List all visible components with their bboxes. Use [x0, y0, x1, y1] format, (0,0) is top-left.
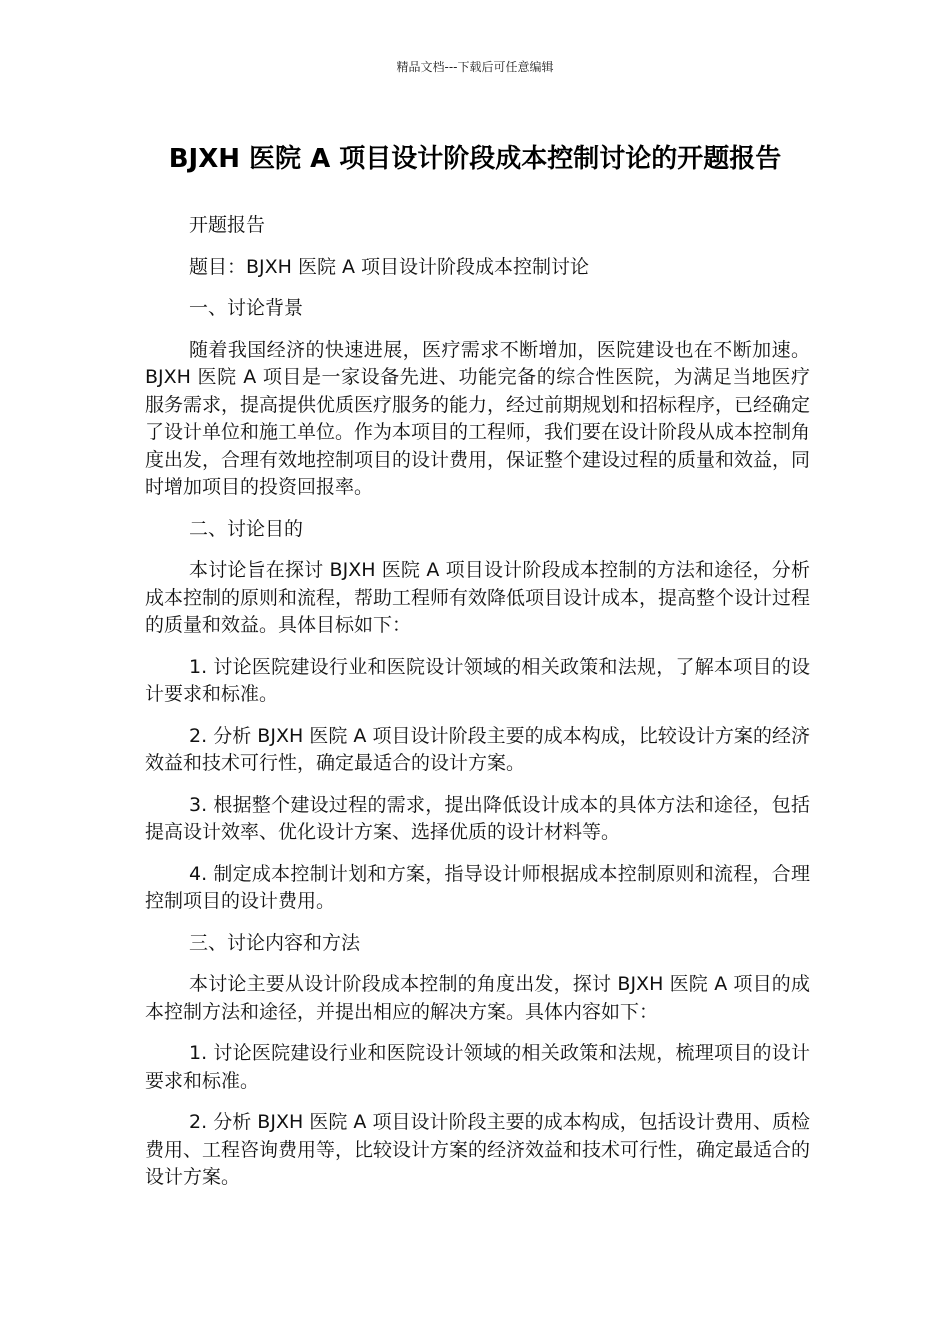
- page-header-note: 精品文档---下载后可任意编辑: [396, 60, 554, 74]
- paragraph-background: 随着我国经济的快速进展，医疗需求不断增加，医院建设也在不断加速。BJXH 医院 A 项目是一家设备先进、功能完备的综合性医院，为满足当地医疗服务需求，提高提供优质医疗服务的能力，经过前期规划和招标程序，已经确定了设计单位和施工单位。作为本项目的工程师，我们要在设计阶段从成本控制角度出发，合理有效地控制项目的设计费用，保证整个建设过程的质量和效益，同时增加项目的投资回报率。: [145, 338, 811, 498]
- purpose-item-2: 2. 分析 BJXH 医院 A 项目设计阶段主要的成本构成，比较设计方案的经济效益和技术可行性，确定最适合的设计方案。: [145, 724, 810, 774]
- purpose-item-1: 1. 讨论医院建设行业和医院设计领域的相关政策和法规，了解本项目的设计要求和标准。: [145, 655, 810, 705]
- content-item-1: 1. 讨论医院建设行业和医院设计领域的相关政策和法规，梳理项目的设计要求和标准。: [145, 1042, 810, 1092]
- document-title: BJXH 医院 A 项目设计阶段成本控制讨论的开题报告: [168, 144, 782, 174]
- content-item-2: 2. 分析 BJXH 医院 A 项目设计阶段主要的成本构成，包括设计费用、质检费用、工程咨询费用等，比较设计方案的经济效益和技术可行性，确定最适合的设计方案。: [145, 1111, 811, 1188]
- document-body: [145, 212, 810, 1206]
- paragraph-purpose: 本讨论旨在探讨 BJXH 医院 A 项目设计阶段成本控制的方法和途径，分析成本控制的原则和流程，帮助工程师有效降低项目设计成本，提高整个设计过程的质量和效益。具体目标如下：: [145, 559, 811, 636]
- section-heading-background: 一、讨论背景: [189, 297, 304, 319]
- paragraph-topic: 题目：BJXH 医院 A 项目设计阶段成本控制讨论: [189, 255, 590, 278]
- section-heading-purpose: 二、讨论目的: [189, 517, 304, 540]
- paragraph-content-methods: 本讨论主要从设计阶段成本控制的角度出发，探讨 BJXH 医院 A 项目的成本控制方法和途径，并提出相应的解决方案。具体内容如下：: [145, 973, 810, 1023]
- purpose-item-3: 3. 根据整个建设过程的需求，提出降低设计成本的具体方法和途径，包括提高设计效率、优化设计方案、选择优质的设计材料等。: [145, 793, 810, 843]
- purpose-item-4: 4. 制定成本控制计划和方案，指导设计师根据成本控制原则和流程，合理控制项目的设计费用。: [145, 862, 810, 912]
- section-heading-content-methods: 三、讨论内容和方法: [189, 931, 361, 954]
- paragraph-label-report: 开题报告: [189, 214, 266, 236]
